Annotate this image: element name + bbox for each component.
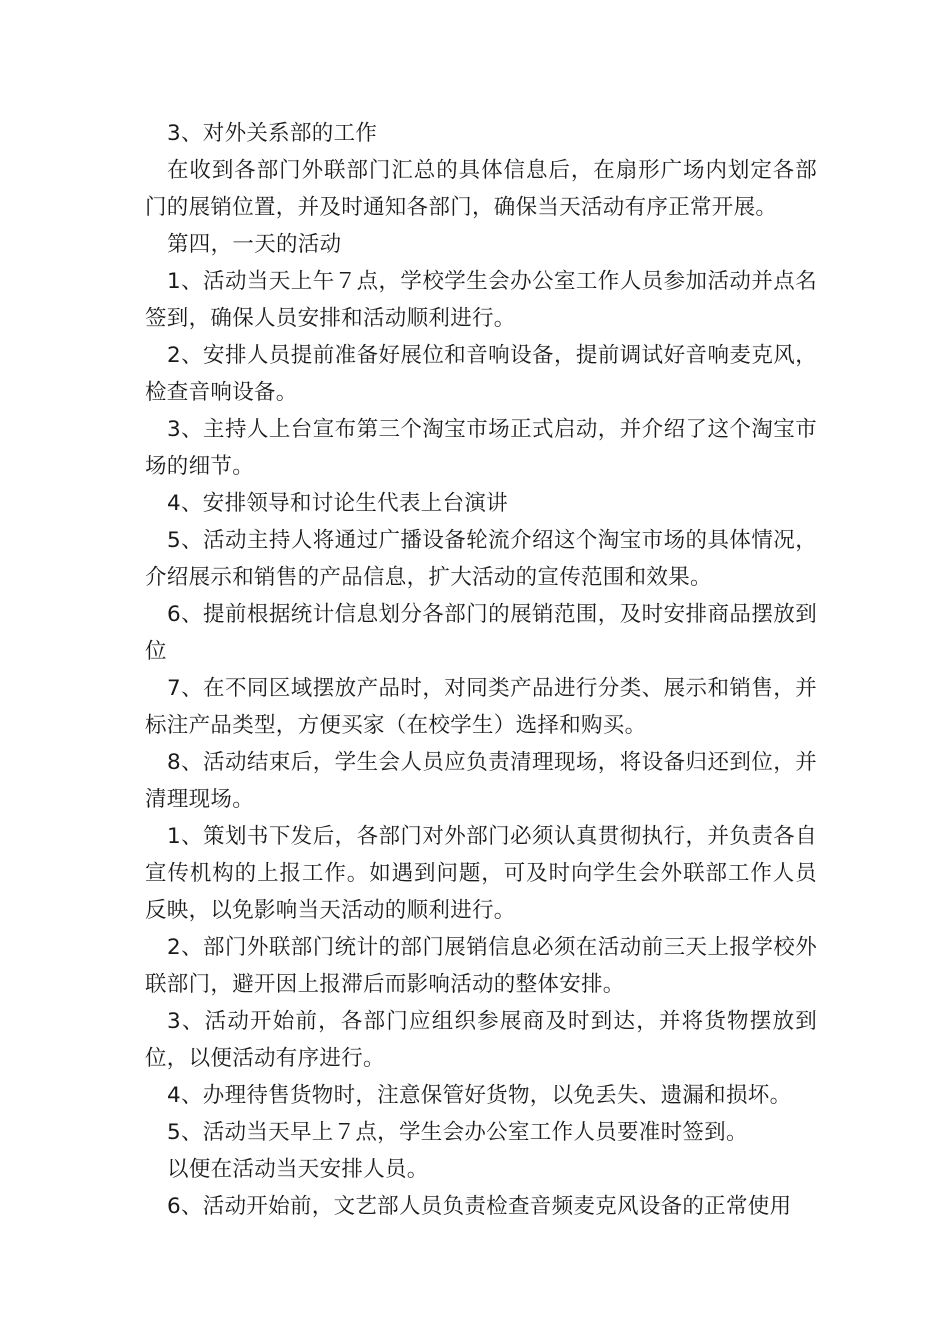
paragraph: 3、对外关系部的工作: [167, 121, 378, 146]
paragraph: 8、活动结束后，学生会人员应负责清理现场，将设备归还到位，并清理现场。: [145, 750, 817, 812]
paragraph: 3、主持人上台宣布第三个淘宝市场正式启动，并介绍了这个淘宝市场的细节。: [145, 417, 817, 479]
paragraph: 5、活动主持人将通过广播设备轮流介绍这个淘宝市场的具体情况，介绍展示和销售的产品信息，扩大活动的宣传范围和效果。: [145, 528, 817, 590]
paragraph: 7、在不同区域摆放产品时，对同类产品进行分类、展示和销售，并标注产品类型，方便买家（在校学生）选择和购买。: [145, 676, 817, 738]
paragraph: 1、活动当天上午７点，学校学生会办公室工作人员参加活动并点名签到，确保人员安排和活动顺利进行。: [145, 269, 817, 331]
paragraph: 以便在活动当天安排人员。: [167, 1157, 429, 1182]
document-body: [145, 115, 817, 1225]
paragraph: 1、策划书下发后，各部门对外部门必须认真贯彻执行，并负责各自宣传机构的上报工作。如遇到问题，可及时向学生会外联部工作人员反映，以免影响当天活动的顺利进行。: [145, 824, 817, 923]
paragraph: 4、办理待售货物时，注意保管好货物，以免丢失、遗漏和损坏。: [167, 1083, 792, 1108]
paragraph: 在收到各部门外联部门汇总的具体信息后，在扇形广场内划定各部门的展销位置，并及时通知各部门，确保当天活动有序正常开展。: [145, 158, 817, 220]
paragraph: 6、提前根据统计信息划分各部门的展销范围，及时安排商品摆放到位: [145, 602, 817, 664]
paragraph: 3、活动开始前，各部门应组织参展商及时到达，并将货物摆放到位，以便活动有序进行。: [145, 1009, 817, 1071]
paragraph: 6、活动开始前，文艺部人员负责检查音频麦克风设备的正常使用: [167, 1194, 792, 1219]
paragraph: 2、部门外联部门统计的部门展销信息必须在活动前三天上报学校外联部门，避开因上报滞后而影响活动的整体安排。: [145, 935, 817, 997]
paragraph: 2、安排人员提前准备好展位和音响设备，提前调试好音响麦克风，检查音响设备。: [145, 343, 817, 405]
paragraph: 第四，一天的活动: [167, 232, 342, 257]
paragraph: 5、活动当天早上７点，学生会办公室工作人员要准时签到。: [167, 1120, 748, 1145]
paragraph: 4、安排领导和讨论生代表上台演讲: [167, 491, 508, 516]
